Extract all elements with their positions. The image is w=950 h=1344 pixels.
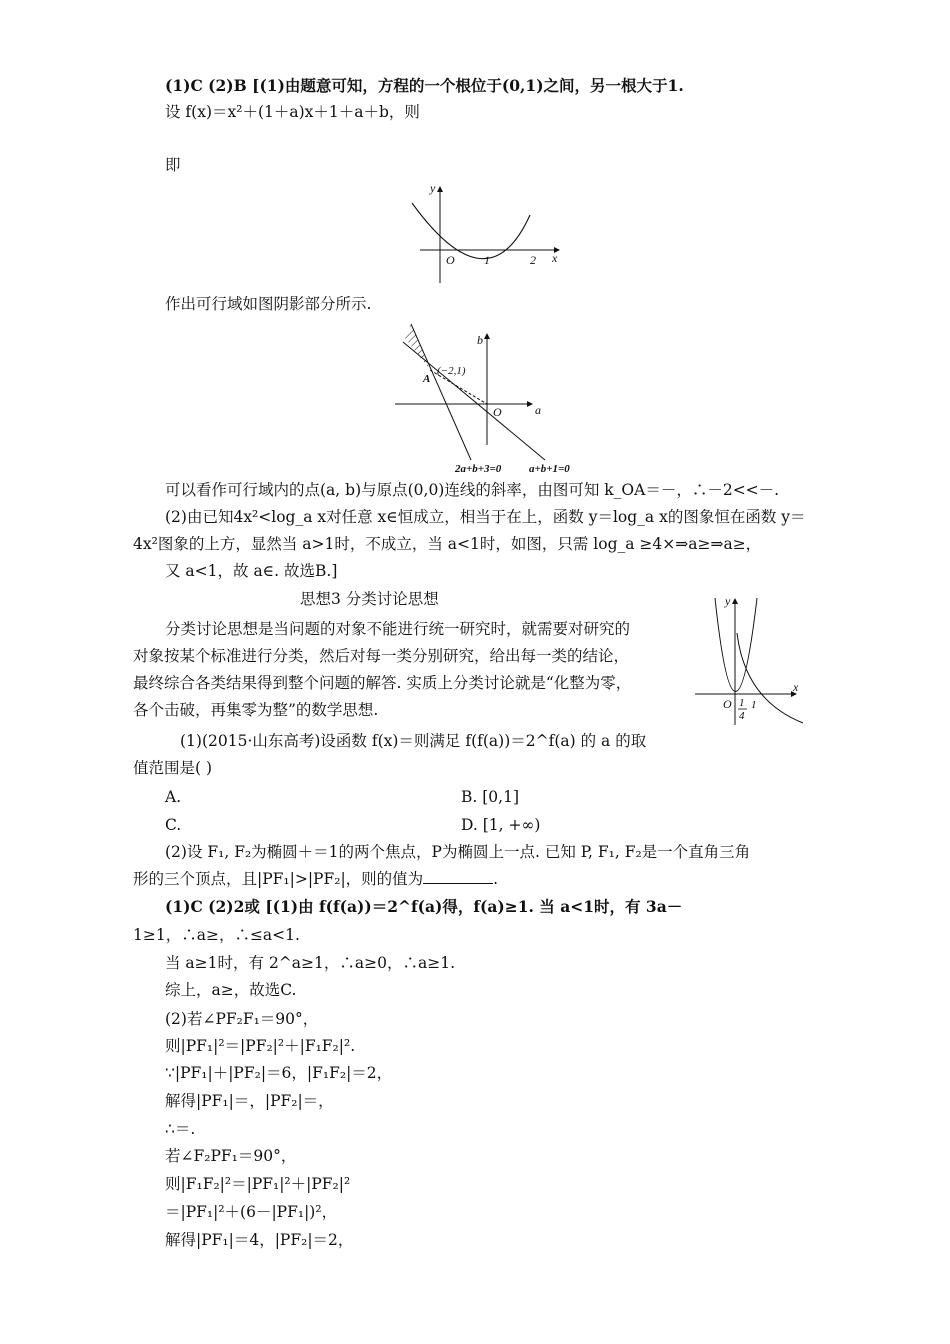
a-label: a [535, 403, 541, 417]
line-a-b-1 [403, 342, 545, 460]
text-line: 可以看作可行域内的点(a, b)与原点(0,0)连线的斜率，由图可知 k_OA＝－，∴－2<<－. [165, 481, 780, 499]
text-line: 形的三个顶点，且|PF₁|>|PF₂|，则的值为 . [133, 870, 499, 888]
text-line: 又 a<1，故 a∈. 故选B.] [165, 562, 338, 580]
feasible-region-figure [395, 320, 595, 480]
origin-label: O [723, 697, 732, 711]
text-line: 则|PF₁|²＝|PF₂|²＋|F₁F₂|². [165, 1037, 356, 1055]
origin-label: O [493, 405, 502, 419]
option-c: C. [165, 816, 182, 834]
text-line: 分类讨论思想是当问题的对象不能进行统一研究时，就需要对研究的 [165, 620, 631, 638]
b-axis-arrow [484, 333, 490, 339]
frac-denominator: 4 [739, 710, 745, 722]
line-2a-b-3 [411, 324, 471, 460]
y-axis-arrow [732, 598, 738, 604]
x-label: x [793, 680, 799, 694]
text-line: 各个击破，再集零为整”的数学思想. [133, 701, 379, 719]
text-line: (2)若∠PF₂F₁＝90°， [165, 1010, 319, 1028]
text-line: ∵|PF₁|＋|PF₂|＝6，|F₁F₂|＝2， [165, 1064, 393, 1082]
option-a: A. [165, 788, 182, 806]
answer-line-2: (1)C (2)2或 [(1)由 f(f(a))＝2^f(a)得，f(a)≥1. 当 a<1时，有 3a－ [165, 897, 683, 916]
line2-label: a+b+1=0 [529, 463, 570, 475]
answer-line-1: (1)C (2)B [(1)由题意可知，方程的一个根位于(0,1)之间，另一根大于1. [165, 76, 684, 95]
tick-label-2: 2 [530, 253, 536, 267]
text-line: ＝|PF₁|²＋(6－|PF₁|)²， [165, 1203, 338, 1221]
y-label: y [430, 181, 436, 195]
text-line: (2)由已知4x²<log_a x对任意 x∈恒成立，相当于在上，函数 y＝log_a x的图象恒在函数 y＝ [165, 508, 806, 526]
text-line: 若∠F₂PF₁＝90°， [165, 1147, 297, 1165]
text-line: 值范围是( ) [133, 759, 213, 777]
x-label: x [552, 251, 558, 265]
text-line: 当 a≥1时，有 2^a≥1，∴a≥0，∴a≥1. [165, 954, 455, 972]
text-line: (2)设 F₁, F₂为椭圆＋＝1的两个焦点，P为椭圆上一点. 已知 P, F₁, F₂是一个直角三角 [165, 843, 751, 861]
text-line: 最终综合各类结果得到整个问题的解答. 实质上分类讨论就是“化整为零， [133, 674, 632, 692]
b-label: b [477, 333, 483, 347]
text-line: 作出可行域如图阴影部分所示. [165, 295, 372, 313]
point-a-label: A [423, 373, 431, 385]
text-line: 1≥1，∴a≥，∴≤a<1. [133, 926, 300, 944]
section-heading: 思想3 分类讨论思想 [300, 590, 439, 608]
log-curve [737, 633, 803, 723]
point-coord-label: (−2,1) [437, 365, 466, 377]
text-line: 解得|PF₁|＝4，|PF₂|＝2， [165, 1231, 354, 1249]
text-line: 4x²图象的上方，显然当 a>1时，不成立，当 a<1时，如图，只需 log_a ≥4×⇒a≥⇒a≥， [133, 535, 762, 553]
line1-label: 2a+b+3=0 [455, 463, 502, 475]
y-label: y [725, 594, 731, 608]
tick-label-1: 1 [484, 253, 490, 267]
text-line: ∴＝. [165, 1120, 196, 1138]
text-line: 解得|PF₁|＝，|PF₂|＝， [165, 1092, 334, 1110]
question-line: (1)(2015·山东高考)设函数 f(x)＝则满足 f(f(a))＝2^f(a) 的 a 的取 [180, 732, 647, 750]
parabola-figure [410, 178, 570, 288]
option-d: D. [1, +∞) [461, 816, 541, 834]
log-parabola-figure [695, 595, 815, 735]
text-line-content: 形的三个顶点，且|PF₁|>|PF₂|，则的值为 [133, 870, 424, 888]
tick-label-1: 1 [751, 699, 757, 711]
origin-label: O [446, 253, 455, 267]
text-line: 综上，a≥，故选C. [165, 981, 297, 999]
a-axis-arrow [527, 401, 533, 407]
frac-numerator: 1 [739, 697, 745, 709]
text-line: 即 [165, 156, 181, 174]
text-line: 则|F₁F₂|²＝|PF₁|²＋|PF₂|² [165, 1175, 351, 1193]
option-b: B. [0,1] [461, 788, 519, 806]
text-line: 设 f(x)＝x²＋(1＋a)x＋1＋a＋b，则 [165, 103, 420, 121]
y-axis-arrow [437, 186, 443, 192]
answer-blank [423, 869, 493, 884]
text-line: 对象按某个标准进行分类，然后对每一类分别研究，给出每一类的结论， [133, 647, 630, 665]
